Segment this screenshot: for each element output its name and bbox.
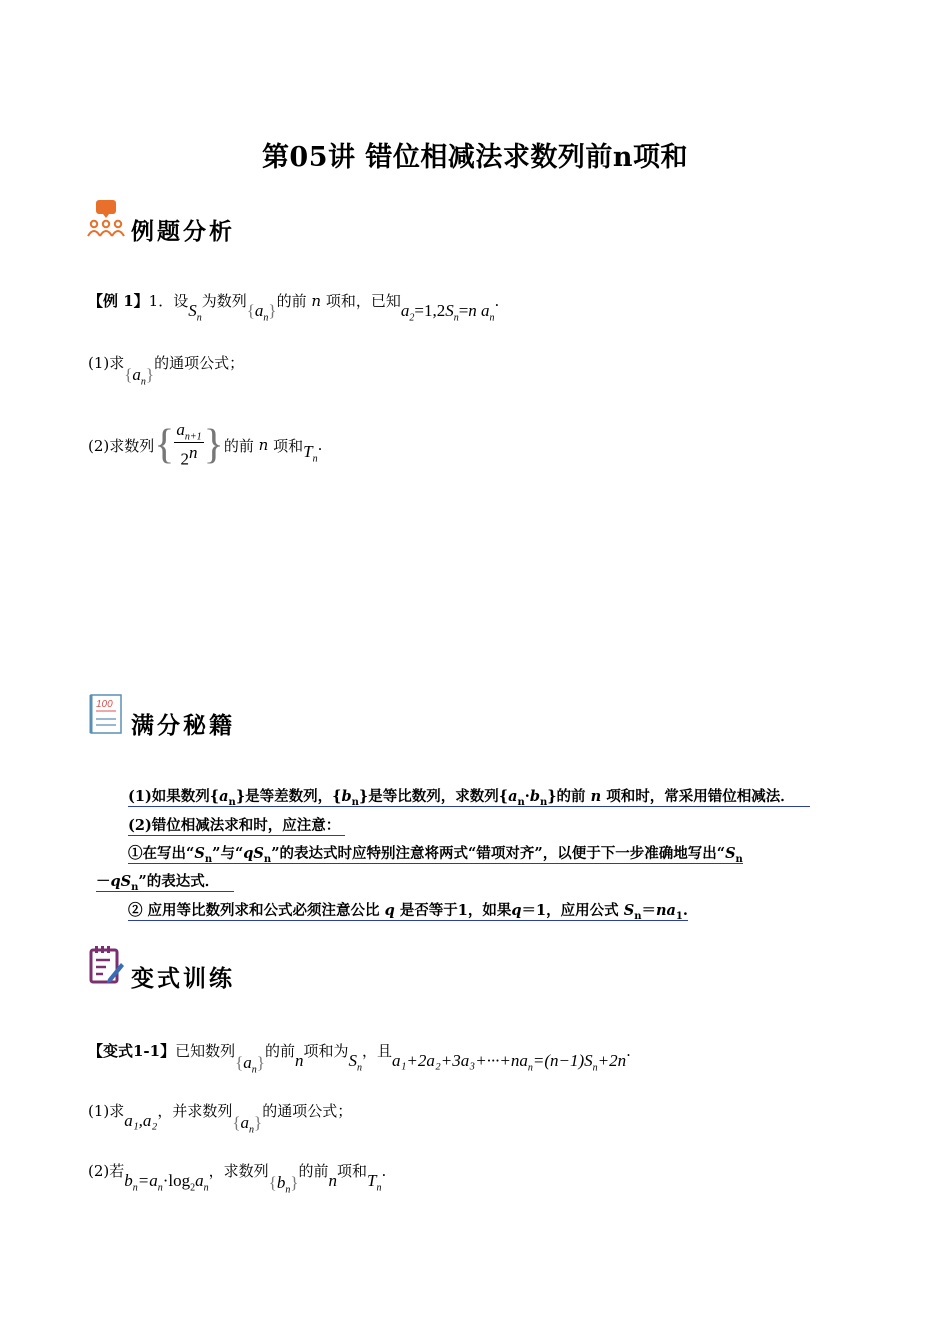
section-heading-tips: 满分秘籍	[131, 712, 235, 739]
svg-text:100: 100	[96, 699, 113, 710]
people-icon	[86, 198, 126, 244]
section-heading-practice: 变式训练	[131, 965, 235, 992]
example-1-statement: 【例 1】1．设$S_n$为数列$\{a_n\}$的前 n 项和，已知$a_2=1,2S_n=n$ $a_n$.	[88, 292, 500, 324]
section-heading-example: 例题分析	[131, 218, 235, 245]
tip-line-2: (2)错位相减法求和时，应注意：	[128, 814, 345, 835]
practice-notepad-icon	[88, 945, 124, 989]
example-1-question-1: (1)求$\{a_n\}$的通项公式；	[88, 354, 245, 388]
fraction: $\frac{a_{n+1}}{2^n}$	[176, 420, 202, 470]
tip-line-4: $-qS_n$”的表达式．	[96, 870, 234, 893]
variant-1-1-statement: 【变式1-1】已知数列$\{a_n\}$的前n项和为$S_n$，且$a_1+2a_2+3a_3+\cdot\cdot\cdot+na_n=(n-1)S_n+2n$.	[88, 1042, 631, 1076]
tip-line-3: ①在写出“$S_n$”与“$qS_n$”的表达式时应特别注意将两式“错项对齐”，以便于下一步准确地写出“$S_n$	[128, 845, 743, 865]
variant-1-1-question-2: (2)若$b_n=a_n\cdot\log_2a_n$，求数列$\{b_n\}$的前n项和$T_n$.	[88, 1162, 387, 1196]
variant-1-1-question-1: (1)求a₁,a₂，并求数列$\{a_n\}$的通项公式；	[88, 1102, 353, 1136]
variant-label: 【变式1-1】	[88, 1042, 176, 1060]
example-label: 【例 1】	[88, 292, 149, 310]
page-title: 第05讲 错位相减法求数列前n项和	[261, 142, 689, 173]
score-100-icon	[88, 693, 124, 739]
tip-line-5: ② 应用等比数列求和公式必须注意公比 q 是否等于1，如果q＝1，应用公式 $S_n=na_1$.	[128, 902, 688, 922]
example-1-question-2: (2)求数列 { $\frac{a_{n+1}}{2^n}$ } 的前 n 项和 $T_n$ .	[88, 420, 323, 470]
tip-line-1: (1)如果数列$\{a_n\}$是等差数列，$\{b_n\}$是等比数列，求数列$\{a_n\cdot b_n\}$的前 n 项和时，常采用错位相减法．	[128, 785, 810, 808]
